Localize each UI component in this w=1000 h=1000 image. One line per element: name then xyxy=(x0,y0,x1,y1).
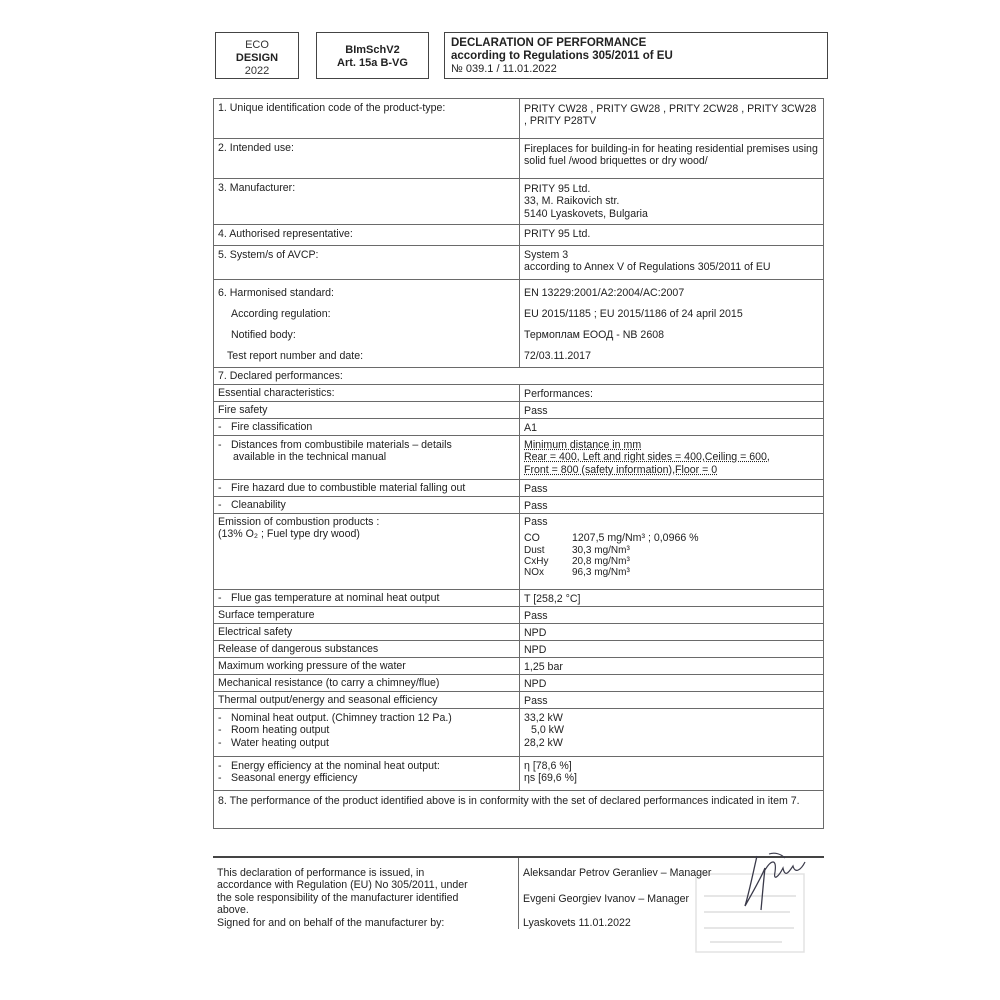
s5-value xyxy=(520,246,824,280)
table-row: - Distances from combustibile materials – details available in the technical manual Minimum distance in mm Rear = 400, Left and right sides = 400,Ceiling = 600, Front = 800 (safety information),Floor = 0 xyxy=(214,436,824,480)
regulation-value: EU 2015/1185 ; EU 2015/1186 of 24 april 2015 xyxy=(524,308,743,320)
table-row: - Flue gas temperature at nominal heat output T [258,2 °C] xyxy=(214,590,824,607)
table-row xyxy=(214,641,824,658)
cleanability-value: Pass xyxy=(520,497,824,514)
distances-label: Distances from combustibile materials – details xyxy=(231,439,452,451)
s6-label: 6. Harmonised standard: xyxy=(218,287,335,299)
s3-value xyxy=(520,179,824,225)
table-row: - Energy efficiency at the nominal heat output: - Seasonal energy efficiency η [78,6 %] ηs [69,6 %] xyxy=(214,757,824,791)
cxhy-value: 20,8 mg/Nm³ xyxy=(572,555,630,567)
report-value: 72/03.11.2017 xyxy=(524,350,591,362)
table-row xyxy=(214,139,824,179)
s1-label: 1. Unique identification code of the product-type: xyxy=(214,99,520,139)
s5-label: 5. System/s of AVCP: xyxy=(214,246,520,280)
pressure-value: 1,25 bar xyxy=(520,658,824,675)
dop-subtitle: according to Regulations 305/2011 of EU xyxy=(451,50,673,62)
water-value: 28,2 kW xyxy=(524,736,563,749)
s8-text: 8. The performance of the product identified above is in conformity with the set of declared performances indicated in item 7. xyxy=(214,791,824,829)
surface-label: Surface temperature xyxy=(214,607,520,624)
manufacturer-street: 33, M. Raikovich str. xyxy=(524,195,620,208)
s2-value: Fireplaces for building-in for heating residential premises using solid fuel /wood briquettes or dry wood/ xyxy=(520,139,824,179)
emission-value: Pass xyxy=(524,516,548,528)
emission-cxhy xyxy=(524,556,819,567)
nox-name: NOx xyxy=(524,566,544,578)
footer-line-1: This declaration of performance is issued, in xyxy=(217,867,425,879)
pressure-label: Maximum working pressure of the water xyxy=(214,658,520,675)
s2-label: 2. Intended use: xyxy=(214,139,520,179)
dust-value: 30,3 mg/Nm³ xyxy=(572,544,630,556)
emission-co xyxy=(524,532,819,544)
s4-value: PRITY 95 Ltd. xyxy=(520,225,824,246)
dop-title: DECLARATION OF PERFORMANCE xyxy=(451,37,647,49)
signer-1: Aleksandar Petrov Geranliev – Manager xyxy=(523,867,712,879)
nox-value: 96,3 mg/Nm³ xyxy=(572,566,630,578)
table-row xyxy=(214,99,824,139)
table-row xyxy=(214,692,824,709)
fire-class-value: A1 xyxy=(520,419,824,436)
design-line: DESIGN xyxy=(235,52,279,64)
dop-title-box xyxy=(444,32,828,79)
thermal-label: Thermal output/energy and seasonal efficiency xyxy=(214,692,520,709)
thermal-value: Pass xyxy=(520,692,824,709)
cxhy-name: CxHy xyxy=(524,555,549,567)
distances-line-1: Rear = 400, Left and right sides = 400,Ceiling = 600, xyxy=(524,451,770,464)
s4-label: 4. Authorised representative: xyxy=(214,225,520,246)
cleanability-label: Cleanability xyxy=(231,499,286,511)
table-row xyxy=(214,179,824,225)
dangerous-label: Release of dangerous substances xyxy=(214,641,520,658)
avcp-annex: according to Annex V of Regulations 305/2011 of EU xyxy=(524,261,771,274)
manufacturer-name: PRITY 95 Ltd. xyxy=(524,183,591,195)
place-date: Lyaskovets 11.01.2022 xyxy=(523,917,631,929)
table-row: - Fire classification A1 xyxy=(214,419,824,436)
eco-design-box xyxy=(215,32,299,79)
nominal-value: 33,2 kW xyxy=(524,712,563,724)
flue-gas-label: Flue gas temperature at nominal heat output xyxy=(231,592,440,604)
footer-line-3: the sole responsibility of the manufacturer identified xyxy=(217,891,459,904)
surface-value: Pass xyxy=(520,607,824,624)
co-value: 1207,5 mg/Nm³ ; 0,0966 % xyxy=(572,532,699,545)
table-row xyxy=(214,658,824,675)
s6-values xyxy=(520,280,824,368)
art15a-line: Art. 15a B-VG xyxy=(337,57,408,69)
standard-value: EN 13229:2001/A2:2004/AC:2007 xyxy=(524,287,685,299)
footer-line-5: Signed for and on behalf of the manufacturer by: xyxy=(217,916,445,929)
table-row: - Nominal heat output. (Chimney traction 12 Pa.) - Room heating output - Water heating output 33,2 kW 5,0 kW 28,2 kW xyxy=(214,709,824,757)
fire-hazard-label: Fire hazard due to combustible material falling out xyxy=(231,482,466,494)
dop-number: № 039.1 / 11.01.2022 xyxy=(451,63,557,75)
distances-line-2: Front = 800 (safety information),Floor = 0 xyxy=(524,463,718,476)
table-row xyxy=(214,675,824,692)
avcp-system: System 3 xyxy=(524,249,569,261)
fire-class-label: Fire classification xyxy=(231,421,313,433)
table-row xyxy=(214,246,824,280)
electrical-label: Electrical safety xyxy=(214,624,520,641)
emission-label: Emission of combustion products : xyxy=(218,516,380,528)
table-row xyxy=(214,385,824,402)
table-row xyxy=(214,607,824,624)
s7-label: 7. Declared performances: xyxy=(214,368,824,385)
report-label: Test report number and date: xyxy=(227,350,364,362)
mechanical-value: NPD xyxy=(520,675,824,692)
notified-body-label: Notified body: xyxy=(231,329,296,341)
col-performances-header: Performances: xyxy=(520,385,824,402)
table-row xyxy=(214,368,824,385)
fire-hazard-value: Pass xyxy=(520,480,824,497)
table-row: - Fire hazard due to combustible material falling out Pass xyxy=(214,480,824,497)
table-row xyxy=(214,280,824,368)
fire-safety-value: Pass xyxy=(520,402,824,419)
emission-dust xyxy=(524,545,819,556)
table-row xyxy=(214,514,824,590)
signature-image xyxy=(735,848,815,918)
co-name: CO xyxy=(524,532,540,545)
table-row xyxy=(214,791,824,829)
blmschv-line: BImSchV2 xyxy=(345,44,400,56)
notified-body-value: Термоплам ЕООД - NB 2608 xyxy=(524,329,664,341)
energy-eff-value: η [78,6 %] xyxy=(524,760,572,772)
seasonal-label: Seasonal energy efficiency xyxy=(231,772,358,785)
mechanical-label: Mechanical resistance (to carry a chimney/flue) xyxy=(214,675,520,692)
seasonal-value: ηs [69,6 %] xyxy=(524,772,577,785)
dust-name: Dust xyxy=(524,544,545,556)
footer-line-4: above. xyxy=(217,904,249,917)
table-row: - Cleanability Pass xyxy=(214,497,824,514)
water-label: Water heating output xyxy=(231,736,329,749)
blmschv-box xyxy=(316,32,429,79)
eco-year: 2022 xyxy=(244,65,270,77)
regulation-label: According regulation: xyxy=(231,308,331,320)
emission-nox xyxy=(524,567,819,578)
dangerous-value: NPD xyxy=(520,641,824,658)
distances-label-2: available in the technical manual xyxy=(233,451,387,464)
eco-line: ECO xyxy=(245,39,269,51)
s3-label: 3. Manufacturer: xyxy=(214,179,520,225)
electrical-value: NPD xyxy=(520,624,824,641)
table-row xyxy=(214,624,824,641)
flue-gas-value: T [258,2 °C] xyxy=(520,590,824,607)
s6-labels xyxy=(214,280,520,368)
emission-sublabel: (13% O₂ ; Fuel type dry wood) xyxy=(218,528,360,541)
table-row xyxy=(214,225,824,246)
s1-value: PRITY CW28 , PRITY GW28 , PRITY 2CW28 , PRITY 3CW28 , PRITY P28TV xyxy=(520,99,824,139)
room-label: Room heating output xyxy=(231,724,330,737)
table-row xyxy=(214,402,824,419)
footer-line-2: accordance with Regulation (EU) No 305/2011, under xyxy=(217,879,468,892)
min-distance-heading: Minimum distance in mm xyxy=(524,439,642,451)
room-value: 5,0 kW xyxy=(531,724,564,737)
energy-eff-label: Energy efficiency at the nominal heat output: xyxy=(231,760,440,772)
col-essential-header: Essential characteristics: xyxy=(214,385,520,402)
fire-safety-label: Fire safety xyxy=(214,402,520,419)
nominal-label: Nominal heat output. (Chimney traction 12 Pa.) xyxy=(231,712,452,724)
manufacturer-city: 5140 Lyaskovets, Bulgaria xyxy=(524,207,648,220)
signer-2: Evgeni Georgiev Ivanov – Manager xyxy=(523,893,690,905)
declaration-table xyxy=(213,98,824,829)
